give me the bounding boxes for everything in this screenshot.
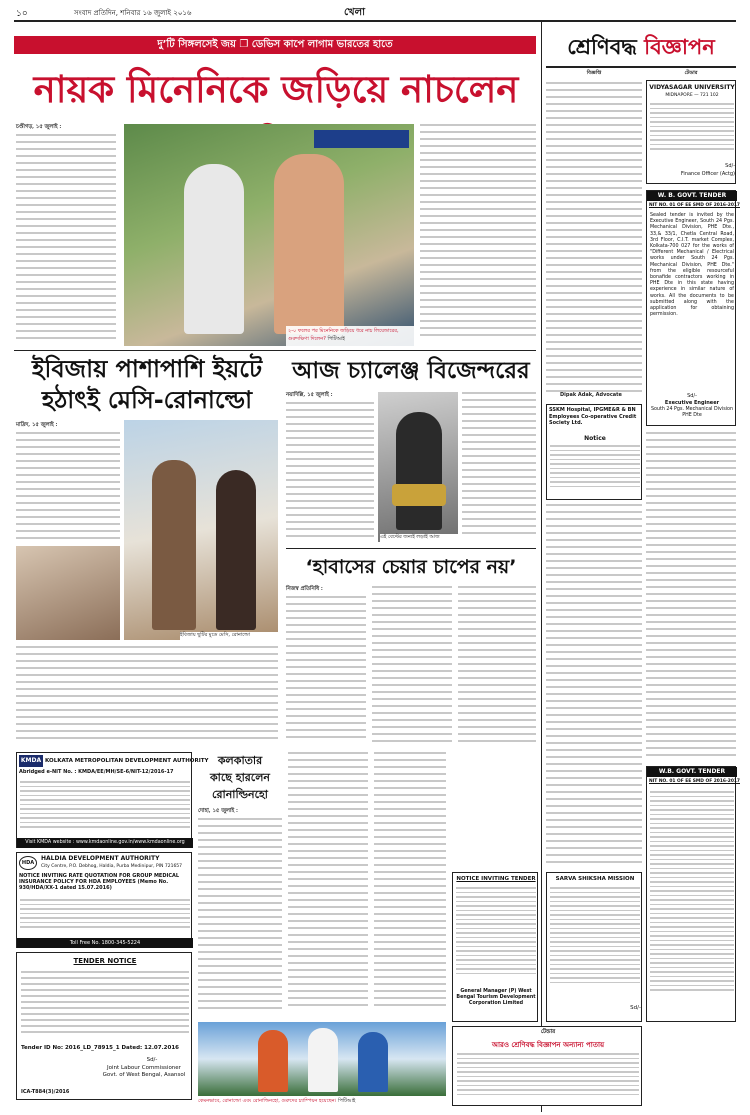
vidyasagar-sub: MIDNAPORE — 721 102 (665, 93, 719, 98)
niit-org: General Manager (P) West Bengal Tourism Development Corporation Limited (456, 989, 536, 1006)
story4-headline: ‘হাবাসের চেয়ার চাপের নয়’ (305, 556, 517, 578)
sarva-sign: Sd/- (630, 1005, 641, 1011)
sskm-body-lines (550, 445, 640, 497)
story5-photo (198, 1022, 446, 1096)
wb-tender-ad (646, 190, 740, 426)
messi-figure (152, 460, 196, 630)
belt (392, 484, 446, 506)
classified-title (546, 30, 736, 64)
story2-dateline: মাদ্রিদ, ১৫ জুলাই : (16, 422, 58, 428)
kmda-logo: KMDA (19, 755, 43, 767)
story5-headline-line2: কাছে হারলেন (209, 771, 270, 784)
story3-body-lines-1 (286, 402, 374, 542)
kmda-nit: Abridged e-NIT No. : KMDA/EE/MH/SE-6/NIT-12/2016-17 (19, 769, 174, 775)
story5-body-lines-3 (374, 752, 446, 1018)
story5-body-lines-1 (198, 818, 282, 1018)
story5-headline-line1: কলকাতার (217, 754, 263, 767)
haldia-sub: City Centre, P.O. Debhog, Haldia, Purba Medinipur, PIN 721657 (41, 864, 183, 869)
story2-headline-line2: হঠাৎই মেসি-রোনাল্ডো (41, 386, 253, 414)
top-story-rule (14, 350, 536, 351)
bottom-classified-box (452, 1026, 642, 1106)
sponsor-banner (314, 130, 409, 148)
haldia-ad (16, 852, 192, 948)
haldia-logo: HDA (19, 856, 37, 870)
story4-body-lines-2 (372, 586, 452, 746)
sskm-title: SSKM Hospital, IPGME&R & BN Employees Co-operative Credit Society Ltd. (549, 407, 637, 426)
story5-headline-line3: রোনাল্ডিনহো (211, 788, 269, 801)
classified-col2-label: টেন্ডার (684, 70, 698, 76)
advocate-name: Dipak Adak, Advocate (560, 392, 622, 398)
story5-dateline-box (198, 808, 282, 818)
paper-dateline: সংবাদ প্রতিদিন, শনিবার ১৬ জুলাই ২০১৬ (74, 9, 192, 17)
story5-headline (198, 752, 282, 804)
sskm-ad (546, 404, 642, 500)
wb-tender2-title: W.B. GOVT. TENDER (647, 767, 737, 777)
sarva-title: SARVA SHIKSHA MISSION (555, 876, 635, 882)
story2-inset-photo (16, 546, 120, 640)
vidyasagar-sign: Sd/- (725, 163, 735, 169)
player-figure-c (358, 1032, 388, 1092)
kmda-body-lines (20, 781, 190, 835)
top-story-caption-text: ২-০ ফলের পর মিনেনিকে জড়িয়ে ধরে নাচ লিয়েন্ডারের, গুরুদক্ষিণা দিলেন? (288, 328, 399, 342)
player-figure-left (184, 164, 244, 334)
sarva-ad (546, 872, 642, 1022)
classified-col1-label: বিজ্ঞপ্তি (586, 70, 602, 76)
sarva-body-lines (550, 887, 640, 997)
player-figure-a (258, 1030, 288, 1092)
player-figure-right (274, 154, 344, 334)
top-story-photo (124, 124, 414, 346)
story2-headline (16, 354, 278, 416)
top-story-body-lines-1 (16, 134, 116, 346)
woman-figure (216, 470, 256, 630)
story5-caption (198, 1098, 446, 1108)
story3-body-lines-2 (462, 392, 536, 542)
classified-col2-lines-mid (646, 432, 736, 762)
vidyasagar-ad (646, 80, 736, 184)
story4-body-lines-3 (458, 586, 536, 746)
niit-ad (452, 872, 538, 1022)
vidyasagar-body-lines (650, 103, 734, 159)
story2-photo (124, 420, 278, 640)
top-story-caption (286, 326, 414, 346)
story4-body-lines-1 (286, 596, 366, 746)
page-header (14, 4, 536, 20)
wb-tender-body: Sealed tender is invited by the Executive Engineer, South 24 Pgs. Mechanical Division, PHE Dte., 33,& 33/1, Chetla Central Road, 3rd Floor, C.I.T. market Complex, Kolkata-700 027 for the works of "Different Mechanical / Electrical works under South 24 Pgs. Mechanical Division, PHE Dte." from the eligible resourceful bonafide contractors working in PHE Dte in this state having experience in similar nature of works. All the documents to be submitted along with the application for obtaining permission. (650, 213, 734, 318)
tender-notice-body-lines (21, 971, 189, 1041)
top-story-dateline: চণ্ডীগড়, ১৫ জুলাই : (16, 124, 62, 130)
story5-caption-text: কেমনভাবে, রোনাল্ডো এবং রোনাল্ডিনহো, গুরুদের চ্যাম্পিয়ন হয়েছেন। (198, 1098, 337, 1104)
niit-title: NOTICE INVITING TENDER (456, 876, 536, 882)
section-name: খেলা (344, 7, 365, 18)
tender-notice-role: Joint Labour Commissioner Govt. of West Bengal, Asansol (102, 1065, 186, 1078)
sskm-notice: Notice (584, 435, 606, 442)
kmda-ad (16, 752, 209, 848)
bottom-classified-lines (457, 1053, 639, 1103)
story3-dateline-box (286, 392, 374, 402)
wb-tender2-body-lines (650, 791, 734, 1015)
story3-caption: এই বেল্টের জন্যই লড়াই আজ (380, 534, 458, 542)
top-story-body-lines-2 (420, 124, 536, 346)
story5-credit: পিটিআই (337, 1098, 356, 1104)
kmda-footer: Visit KMDA website : www.kmdaonline.gov.in/www.kmdaonline.org (17, 838, 193, 848)
story2-dateline-box (16, 422, 120, 432)
wb-tender-role: Executive Engineer (664, 400, 720, 406)
haldia-body-lines (20, 899, 190, 935)
story5-dateline: দোহা, ১৫ জুলাই : (198, 808, 238, 814)
kmda-title: KOLKATA METROPOLITAN DEVELOPMENT AUTHORITY (45, 758, 209, 764)
header-rule (14, 20, 736, 22)
bottom-classified-title: আরও শ্রেণিবদ্ধ বিজ্ঞাপন অন্যান্য পাতায় (491, 1041, 605, 1049)
wb-tender2-ad (646, 766, 740, 1022)
player-figure-b (308, 1028, 338, 1092)
classified-col1-lines-mid (546, 504, 642, 868)
story4-rule (286, 548, 536, 549)
tender-notice-ref: Tender ID No: 2016_LD_78915_1 Dated: 12.07.2016 (21, 1045, 179, 1051)
wb-tender-div: South 24 Pgs. Mechanical Division PHE Dte (650, 407, 734, 418)
tender-notice-sign: Sd/- (146, 1057, 158, 1063)
wb-tender-title: W. B. GOVT. TENDER (647, 191, 737, 201)
story4-dateline: নিজস্ব প্রতিনিধি : (286, 586, 323, 592)
story3-photo (378, 392, 458, 542)
vidyasagar-role: Finance Officer (Actg) (680, 171, 735, 177)
story5-body-lines-2 (288, 752, 368, 1018)
top-story-credit: পিটিআই (327, 336, 345, 342)
wb-tender2-nit: NIT NO. 01 OF EE SMD OF 2016-2017 (649, 779, 740, 784)
tender-notice-ica: ICA-T884(3)/2016 (21, 1089, 70, 1095)
story2-body-lines-1 (16, 432, 120, 542)
bottom-classified-label: টেন্ডার (540, 1029, 556, 1035)
top-story-headline: নায়ক মিনেনিকে জড়িয়ে নাচলেন (33, 68, 519, 111)
classified-title-2: বিজ্ঞাপন (644, 35, 715, 59)
haldia-title: HALDIA DEVELOPMENT AUTHORITY (41, 855, 160, 862)
story3-dateline: নয়াদিল্লি, ১৫ জুলাই : (286, 392, 333, 398)
story2-caption: ইবিজায় ছুটির মুডে মেসি, রোনাল্ডো (180, 632, 278, 641)
wb-tender-nit: NIT NO. 01 OF EE SMD OF 2016-2017 (649, 203, 740, 208)
classified-title-rule (546, 66, 736, 68)
top-story-kicker: দু’টি সিঙ্গলসেই জয় ❐ ডেভিস কাপে লাগাম ভারতের হাতে (14, 36, 536, 54)
vidyasagar-title: VIDYASAGAR UNIVERSITY (649, 84, 735, 91)
story2-body-lines-2 (16, 646, 278, 746)
story4-dateline-box (286, 586, 366, 596)
tender-notice-ad (16, 952, 192, 1100)
haldia-footer: Toll Free No. 1800-345-5224 (17, 938, 193, 948)
haldia-notice: NOTICE INVITING RATE QUOTATION FOR GROUP MEDICAL INSURANCE POLICY FOR HDA EMPLOYEES (Memo No. 930/HDA/XX-1 dated 15.07.2016) (19, 873, 180, 891)
story3-headline: আজ চ্যালেঞ্জ বিজেন্দরের (292, 358, 530, 384)
classified-title-1: শ্রেণিবদ্ধ (567, 35, 637, 59)
wb-tender-sign: Sd/- (687, 393, 697, 399)
classified-divider (541, 22, 542, 1112)
vijender-figure (396, 412, 442, 530)
story2-headline-line1: ইবিজায় পাশাপাশি ইয়টে (31, 355, 263, 383)
niit-body-lines (456, 887, 536, 987)
classified-col1-lines-top (546, 82, 642, 398)
tender-notice-title: TENDER NOTICE (73, 957, 137, 965)
page-number: ১০ (16, 9, 28, 19)
